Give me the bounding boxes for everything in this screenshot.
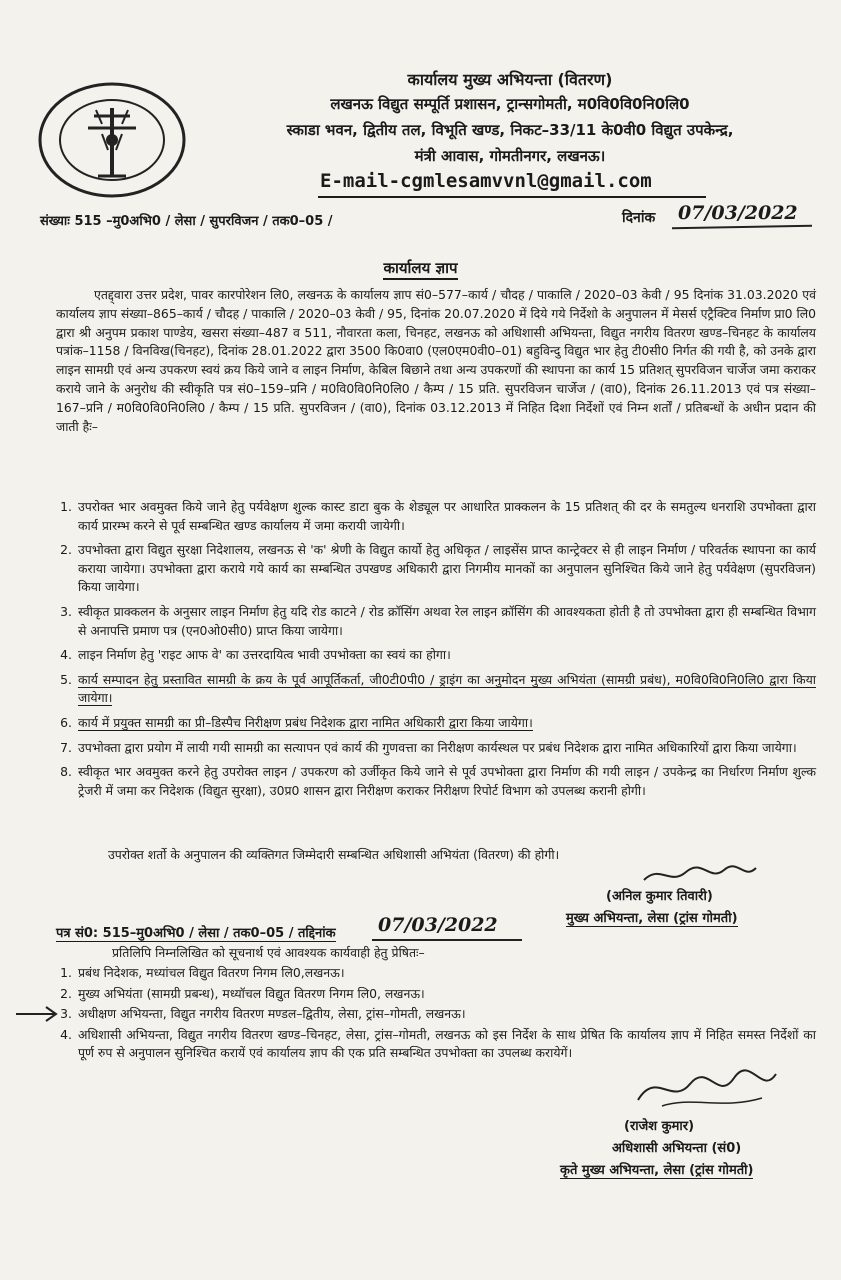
condition-item (56, 541, 816, 597)
condition-item (56, 763, 816, 800)
condition-number: 1. (60, 499, 72, 514)
signatory2-office (560, 1160, 753, 1178)
handwritten-date: 07/03/2022 (678, 202, 798, 224)
closing-statement: उपरोक्त शर्तो के अनुपालन की व्यक्तिगत जिम्मेदारी सम्बन्धित अधिशासी अभियंता (वितरण) की होगी। (108, 847, 560, 862)
condition-text-underlined: कार्य में प्रयुक्त सामग्री का प्री–डिस्पैच निरीक्षण प्रबंध निदेशक द्वारा नामित अधिकारी द्वारा किया जायेगा। (78, 714, 533, 730)
condition-text: उपरोक्त भार अवमुक्त किये जाने हेतु पर्यवेक्षण शुल्क कास्ट डाटा बुक के शेड्यूल पर आधारित प्राक्कलन के 15 प्रतिशत् की दर के समतुल्य धनराशि उपभोक्ता द्वारा कार्य प्रारम्भ करने से पूर्व सम्बन्धित खण्ड कार्यालय में जमा करायी जायेगी। (78, 499, 816, 533)
signature-mark-icon (640, 862, 760, 888)
conditions-list (56, 498, 816, 806)
date-underline (672, 225, 812, 229)
condition-number: 7. (60, 739, 72, 755)
signatory2-designation: अधिशासी अभियन्ता (सं0) (612, 1141, 742, 1156)
copy-number: 1. (60, 965, 72, 980)
copy-reference (56, 923, 336, 941)
copy-intro: प्रतिलिपि निम्नलिखित को सूचनार्थ एवं आवश्यक कार्यवाही हेतु प्रेषितः– (112, 945, 425, 960)
copy-number: 4. (60, 1026, 72, 1042)
office-address-line1: स्काडा भवन, द्वितीय तल, विभूति खण्ड, निकट–33/11 के0वी0 विद्युत उपकेन्द्र, (286, 121, 734, 139)
handwritten-date-2: 07/03/2022 (378, 914, 498, 936)
company-logo-icon (36, 80, 188, 200)
office-heading: कार्यालय मुख्य अभियन्ता (वितरण) (407, 70, 613, 89)
signatory2-name: (राजेश कुमार) (624, 1119, 695, 1134)
signatory2-office-text: कृते मुख्य अभियन्ता, लेसा (ट्रांस गोमती) (560, 1163, 754, 1178)
condition-number: 4. (60, 647, 72, 663)
office-subheading: लखनऊ विद्युत सम्पूर्ति प्रशासन, ट्रान्सगोमती, म0वि0वि0नि0लि0 (330, 95, 690, 113)
condition-text: स्वीकृत भार अवमुक्त करने हेतु उपरोक्त लाइन / उपकरण को उर्जीकृत किये जाने से पूर्व उपभोक्ता द्वारा निर्माण की गयी लाइन / उपकेन्द्र का निर्धारण निर्माण शुल्क ट्रेजरी में जमा कर निदेशक (विद्युत सुरक्षा), उ0प्र0 शासन द्वारा निरीक्षण कराकर निरीक्षण रिपोर्ट विभाग को उपलब्ध करानी होगी। (78, 764, 816, 798)
copy-number: 3. (60, 1006, 72, 1022)
date-label: दिनांक (622, 210, 656, 226)
memo-title (0, 258, 841, 278)
copy-text: अधीक्षण अभियन्ता, विद्युत नगरीय वितरण मण्डल–द्वितीय, लेसा, ट्रांस–गोमती, लखनऊ। (78, 1006, 466, 1022)
signatory1-designation (566, 908, 738, 926)
signatory1-name: (अनिल कुमार तिवारी) (606, 889, 713, 904)
condition-item (56, 603, 816, 640)
memo-body-paragraph: एतद्द्वारा उत्तर प्रदेश, पावर कारपोरेशन लि0, लखनऊ के कार्यालय ज्ञाप सं0–577–कार्य / चौदह / पाकालि / 2020–03 केवी / 95 दिनांक 31.03.2020 एवं कार्यालय ज्ञाप संख्या–865–कार्य / चौदह / पाकालि / 2020–03 केवी / 95, दिनांक 20.07.2020 में दिये गये निर्देशो के अनुपालन में मेसर्स एट्रैक्टिव निर्माण प्रा0 लि0 द्वारा श्री अनुपम प्रकाश पाण्डेय, खसरा संख्या–487 व 511, नौवारता कला, चिनहट, लखनऊ को अधिशासी अभियन्ता, विद्युत नगरीय वितरण खण्ड–चिनहट के कार्यालय पत्रांक–1158 / विनविख(चिनहट), दिनांक 28.01.2022 द्वारा 3500 कि0वा0 (एल0एम0वी0–01) बहुविन्दु विद्युत भार हेतु टी0सी0 निर्गत की गयी है, को उनके द्वारा लाइन सामग्री एवं अन्य उपकरण स्वयं क्रय किये जाने व लाइन निर्माण, केबिल बिछाने तथा अन्य उपकरणों की स्थापना का कार्य 15 प्रतिशत् सुपरविजन चार्जेज जमा कराकर कराये जाने के अनुरोध की स्वीकृति पत्र सं0–159–प्रनि / म0वि0वि0नि0लि0 / कैम्प / 15 प्रति. सुपरविजन चार्जेज / (वा0), दिनांक 26.11.2013 एवं पत्र संख्या–167–प्रनि / म0वि0वि0नि0लि0 / कैम्प / 15 प्रति. सुपरविजन / (वा0), दिनांक 03.12.2013 में निहित दिशा निर्देशों एवं निम्न शर्तों / प्रतिबन्धों के अधीन प्रदान की जाती हैः– (56, 287, 816, 434)
condition-text: स्वीकृत प्राक्कलन के अनुसार लाइन निर्माण हेतु यदि रोड काटने / रोड क्रॉसिंग अथवा रेल लाइन क्रॉसिंग की आवश्यकता होती है तो उपभोक्ता द्वारा ही सम्बन्धित विभाग से अनापत्ति प्रमाण पत्र (एन0ओ0सी0) प्राप्त किया जायेगा। (78, 603, 816, 638)
condition-number: 5. (60, 671, 72, 687)
copy-number: 2. (60, 985, 72, 1001)
condition-number: 8. (60, 764, 72, 780)
copy-text: प्रबंध निदेशक, मध्यांचल विद्युत वितरण निगम लि0,लखनऊ। (78, 965, 345, 980)
condition-text: उपभोक्ता द्वारा विद्युत सुरक्षा निदेशालय, लखनऊ से 'क' श्रेणी के विद्युत कार्यो हेतु अधिकृत / लाइसेंस प्राप्त कान्ट्रेक्टर से ही लाइन निर्माण / परिवर्तक स्थापना का कार्य कराया जायेगा। उपभोक्ता द्वारा कराये गये कार्य का सम्बन्धित उपखण्ड अधिकारी द्वारा निगमीय मानकों का अनुपालन सुनिश्चित किये जाने हेतु पर्यवेक्षण (सुपरविजन) किया जायेगा। (78, 542, 816, 595)
condition-text-underlined: कार्य सम्पादन हेतु प्रस्तावित सामग्री के क्रय के पूर्व आपूर्तिकर्ता, जी0टी0पी0 / ड्राइंग का अनुमोदन मुख्य अभियंता (सामग्री प्रबंध), म0वि0वि0नि0लि0 द्वारा किया जायेगा। (78, 671, 816, 706)
condition-number: 6. (60, 714, 72, 730)
copy-text: मुख्य अभियंता (सामग्री प्रबन्ध), मध्यॉचल विद्युत वितरण निगम लि0, लखनऊ। (78, 985, 425, 1001)
copy-recipient (56, 1005, 816, 1024)
condition-item (56, 714, 816, 733)
condition-item (56, 671, 816, 708)
condition-number: 3. (60, 603, 72, 619)
memo-title-text: कार्यालय ज्ञाप (383, 259, 457, 280)
copy-recipients-list (56, 964, 816, 1065)
signatory1-designation-text: मुख्य अभियन्ता, लेसा (ट्रांस गोमती) (566, 911, 738, 926)
email-underline (318, 196, 706, 198)
condition-text: लाइन निर्माण हेतु 'राइट आफ वे' का उत्तरदायित्व भावी उपभोक्ता का स्वयं का होगा। (78, 647, 451, 663)
condition-number: 2. (60, 542, 72, 558)
condition-text: उपभोक्ता द्वारा प्रयोग में लायी गयी सामग्री का सत्यापन एवं कार्य की गुणवत्ता का निरीक्षण कार्यस्थल पर प्रबंध निदेशक द्वारा नामित अधिकारियों द्वारा किया जायेगा। (78, 739, 797, 755)
copy-recipient (56, 985, 816, 1004)
condition-item (56, 646, 816, 665)
copy-recipient (56, 1026, 816, 1063)
reference-number: संख्याः 515 –मु0अभि0 / लेसा / सुपरविजन / तक0–05 / (40, 214, 333, 229)
copy-recipient (56, 964, 816, 983)
office-address-line2: मंत्री आवास, गोमतीनगर, लखनऊ। (414, 147, 606, 165)
signature-mark-icon (632, 1066, 782, 1112)
office-email: E-mail-cgmlesamvvnl@gmail.com (320, 170, 652, 192)
date2-underline (372, 939, 522, 941)
condition-item (56, 498, 816, 535)
copy-reference-text: पत्र सं0: 515–मु0अभि0 / लेसा / तक0–05 / तद्दिनांक (56, 926, 336, 941)
copy-text: अधिशासी अभियन्ता, विद्युत नगरीय वितरण खण्ड–चिनहट, लेसा, ट्रांस–गोमती, लखनऊ को इस निर्देश के साथ प्रेषित कि कार्यालय ज्ञाप में निहित समस्त निर्देशों का पूर्ण रुप से अनुपालन सुनिश्चित करायें एवं कार्यालय ज्ञाप की एक प्रति सम्बन्धित उपभोक्ता का उपलब्ध करायेगें। (78, 1026, 816, 1061)
condition-item (56, 739, 816, 758)
